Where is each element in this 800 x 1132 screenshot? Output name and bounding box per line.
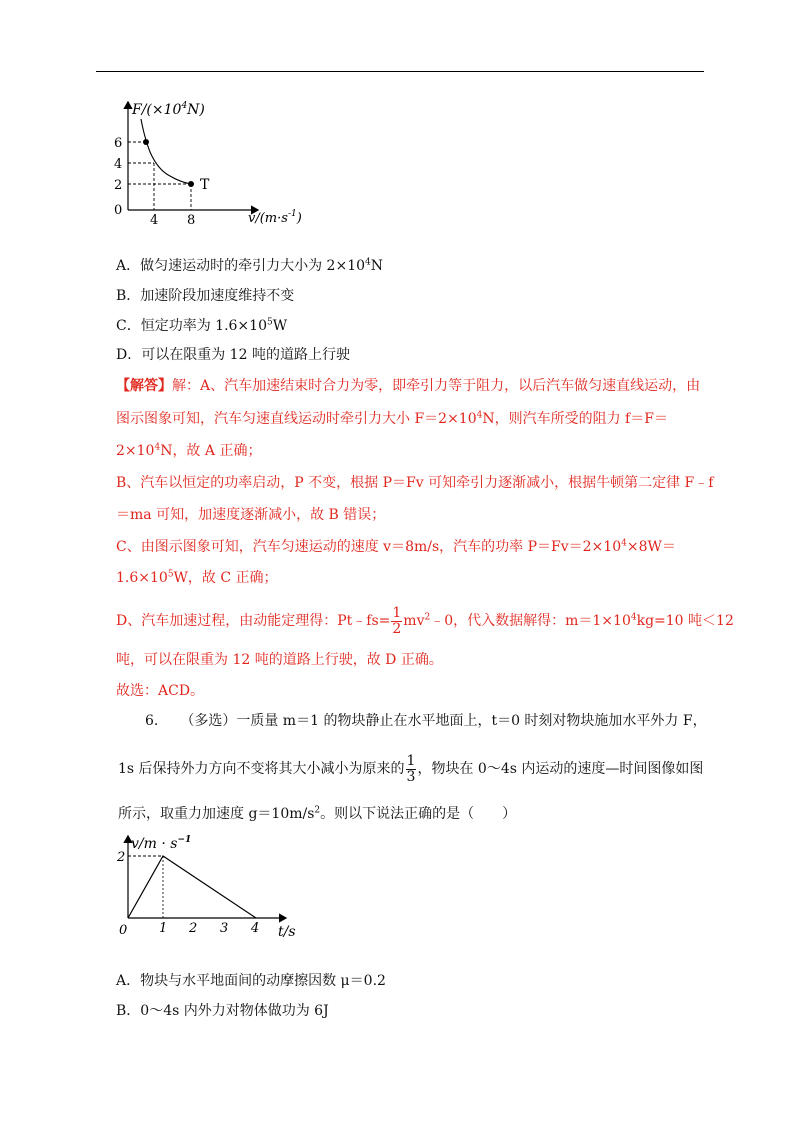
option-d: D．可以在限重为 12 吨的道路上行驶 — [116, 347, 350, 363]
origin-label: 0 — [114, 203, 123, 218]
answer-line-1: 【解答】解：A、汽车加速结束时合力为零，即牵引力等于阻力，以后汽车做匀速直线运动，由 — [116, 378, 701, 394]
answer-line-2: 图示图象可知，汽车匀速直线运动时牵引力大小 $F=2\times 10^4N$，则汽车所受的阻力 f＝F＝ — [116, 410, 668, 427]
t-axis-label: t/s — [278, 924, 296, 940]
answer-line-8: D、汽车加速过程，由动能定理得：Pt﹣fs= $\frac{1}{2}$ $mv^2﹣0$，代入数据解得：$m=1\times 10^4kg=10$ 吨＜12 — [116, 604, 734, 637]
answer-line-6: C、由图示图象可知，汽车匀速运动的速度 v＝8m/s，汽车的功率 $P=Fv=2\times 10^4\times 8W=$ — [116, 538, 676, 555]
t-tick-2: 2 — [189, 921, 198, 936]
q6-option-a: A．物块与水平地面间的动摩擦因数 μ＝0.2 — [116, 973, 386, 989]
answer-line-9: 吨，可以在限重为 12 吨的道路上行驶，故 D 正确。 — [116, 652, 443, 668]
x-axis-label: $v/(m\cdot s^{-1})$ — [248, 209, 302, 226]
point-t-label: T — [200, 177, 210, 193]
answer-tag: 【解答】 — [116, 378, 172, 394]
fraction-half: $\frac{1}{2}$ — [392, 604, 402, 637]
t-tick-3: 3 — [220, 921, 229, 936]
y-axis-label: $F/(\times 10^4N)$ — [132, 101, 205, 118]
hyperbola-curve — [141, 119, 191, 184]
fraction-third: $\frac{1}{3}$ — [406, 752, 416, 785]
answer-line-4: B、汽车以恒定的功率启动，P 不变，根据 P＝Fv 可知牵引力逐渐减小，根据牛顿第二定律 F﹣f — [116, 475, 714, 491]
q6-option-b: B．0～4s 内外力对物体做功为 6J — [116, 1003, 329, 1019]
velocity-line — [128, 856, 256, 918]
x-tick-8: 8 — [187, 213, 196, 228]
point-t — [188, 181, 194, 187]
t-tick-4: 4 — [251, 921, 260, 936]
answer-line-5: ＝ma 可知，加速度逐渐减小，故 B 错误； — [116, 507, 386, 523]
graph2-origin: 0 — [119, 923, 128, 938]
answer-line-7: $1.6\times 10^5W$，故 C 正确； — [116, 569, 278, 586]
answer-line-3: $2\times 10^4N$，故 A 正确； — [116, 442, 262, 459]
q6-line-3: 所示，取重力加速度 $g=10m/s^2$。则以下说法正确的是（ ） — [118, 805, 517, 822]
force-velocity-graph — [108, 96, 348, 232]
y-tick-2: 2 — [114, 178, 123, 193]
y-tick-4: 4 — [114, 157, 123, 172]
q6-line-1: 6. （多选）一质量 m＝1 的物块静止在水平地面上，t＝0 时刻对物块施加水平外力 F， — [145, 713, 707, 729]
start-point — [143, 139, 149, 145]
option-a: A．做匀速运动时的牵引力大小为 $2\times 10^4N$ — [116, 257, 383, 274]
q6-line-2: 1s 后保持外力方向不变将其大小减小为原来的 $\frac{1}{3}$ ，物块在 0～4s 内运动的速度—时间图像如图 — [118, 752, 704, 785]
header-rule — [96, 71, 704, 72]
v-tick-2: 2 — [117, 850, 126, 865]
x-tick-4: 4 — [150, 213, 159, 228]
answer-choice: 故选：ACD。 — [116, 683, 205, 699]
q6-number: 6. — [145, 713, 159, 729]
v-axis-label: $v/m \cdot s^{-1}$ — [131, 835, 192, 852]
t-tick-1: 1 — [159, 921, 168, 936]
option-b: B．加速阶段加速度维持不变 — [116, 288, 295, 304]
velocity-time-graph — [108, 828, 308, 944]
y-tick-6: 6 — [114, 136, 123, 151]
option-c: C．恒定功率为 $1.6\times 10^5W$ — [116, 317, 288, 334]
